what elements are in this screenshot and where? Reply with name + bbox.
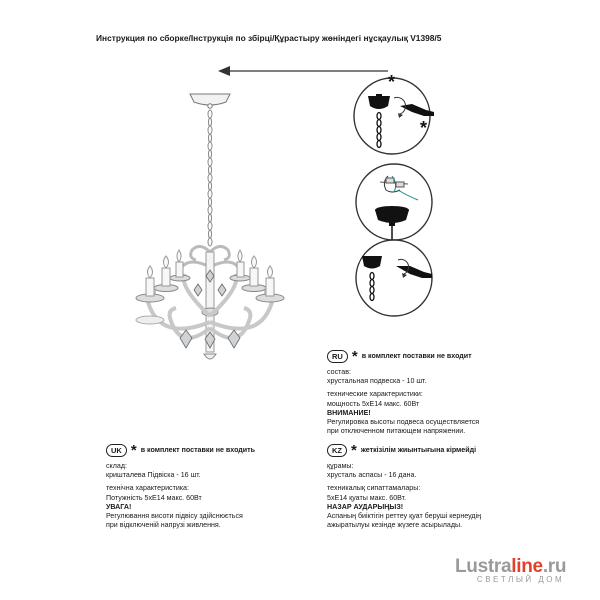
- kz-line: ажыратылуы кезінде жүзеге асырылады.: [327, 521, 463, 530]
- ceiling-cup-icon: [368, 94, 390, 109]
- ru-line: Регулировка высоты подвеса осуществляется: [327, 418, 480, 427]
- asterisk-icon: *: [351, 348, 358, 365]
- logo-part-c: .ru: [542, 556, 567, 577]
- step-3-illustration: [352, 236, 438, 322]
- kz-line: техникалық сипаттамалары:: [327, 484, 421, 493]
- uk-line: Регулювання висоти підвісу здійснюється: [106, 512, 243, 521]
- ru-info-block: [327, 350, 479, 436]
- uk-header: [106, 444, 255, 457]
- uk-line: Потужність 5хЕ14 макс. 60Вт: [106, 493, 202, 502]
- uk-line: технічна характеристика:: [106, 484, 189, 493]
- uk-language-badge: UK: [106, 444, 127, 457]
- kz-not-included-note: жеткізілім жиынтығына кірмейді: [360, 445, 477, 454]
- ru-warning-heading: ВНИМАНИЕ!: [327, 408, 371, 417]
- uk-not-included-note: в комплект поставки не входить: [140, 445, 256, 454]
- logo-tagline: СВЕТЛЫЙ ДОМ: [476, 575, 565, 584]
- asterisk-icon: *: [351, 442, 357, 459]
- ru-not-included-note: в комплект поставки не входит: [361, 351, 472, 360]
- lustraline-logo: [455, 556, 566, 584]
- uk-line: кришталева Підвіска - 16 шт.: [106, 471, 201, 480]
- asterisk-icon: *: [130, 442, 137, 459]
- uk-line: склад:: [106, 462, 127, 470]
- ru-line: при отключенном питающем напряжении.: [327, 427, 466, 436]
- kz-line: Аспаның биіктігін реттеу қуат беруші кернеудің: [327, 512, 482, 521]
- svg-text:*: *: [388, 72, 396, 92]
- svg-text:*: *: [420, 118, 428, 138]
- ru-line: хрустальная подвеска - 10 шт.: [327, 377, 427, 386]
- page-title: Инструкция по сборке/Інструкція по збірці/Құрастыру жөніндегі нұсқаулық V1398/5: [96, 33, 442, 43]
- logo-part-a: Lustra: [455, 556, 512, 577]
- uk-info-block: [106, 444, 255, 530]
- kz-line: құрамы:: [327, 462, 354, 470]
- kz-warning-heading: НАЗАР АУДАРЫҢЫЗ!: [327, 502, 404, 511]
- uk-warning-heading: УВАГА!: [106, 502, 132, 511]
- chandelier-illustration: [120, 92, 320, 387]
- logo-part-b: line: [511, 556, 543, 577]
- kz-info-block: [327, 444, 481, 530]
- kz-language-badge: KZ: [327, 444, 347, 457]
- kz-line: хрусталь аспасы - 16 дана.: [327, 471, 417, 480]
- ru-line: технические характеристики:: [327, 390, 423, 399]
- step-1-illustration: [350, 68, 440, 160]
- ru-line: мощность 5хЕ14 макс. 60Вт: [327, 399, 420, 408]
- ru-line: состав:: [327, 368, 351, 376]
- kz-header: [327, 444, 481, 457]
- ru-header: [327, 350, 479, 363]
- ru-language-badge: RU: [327, 350, 348, 363]
- kz-line: 5хЕ14 қуаты макс. 60Вт.: [327, 493, 407, 502]
- step-2-illustration: [352, 160, 438, 246]
- uk-line: при відключеній напрузі живлення.: [106, 521, 221, 530]
